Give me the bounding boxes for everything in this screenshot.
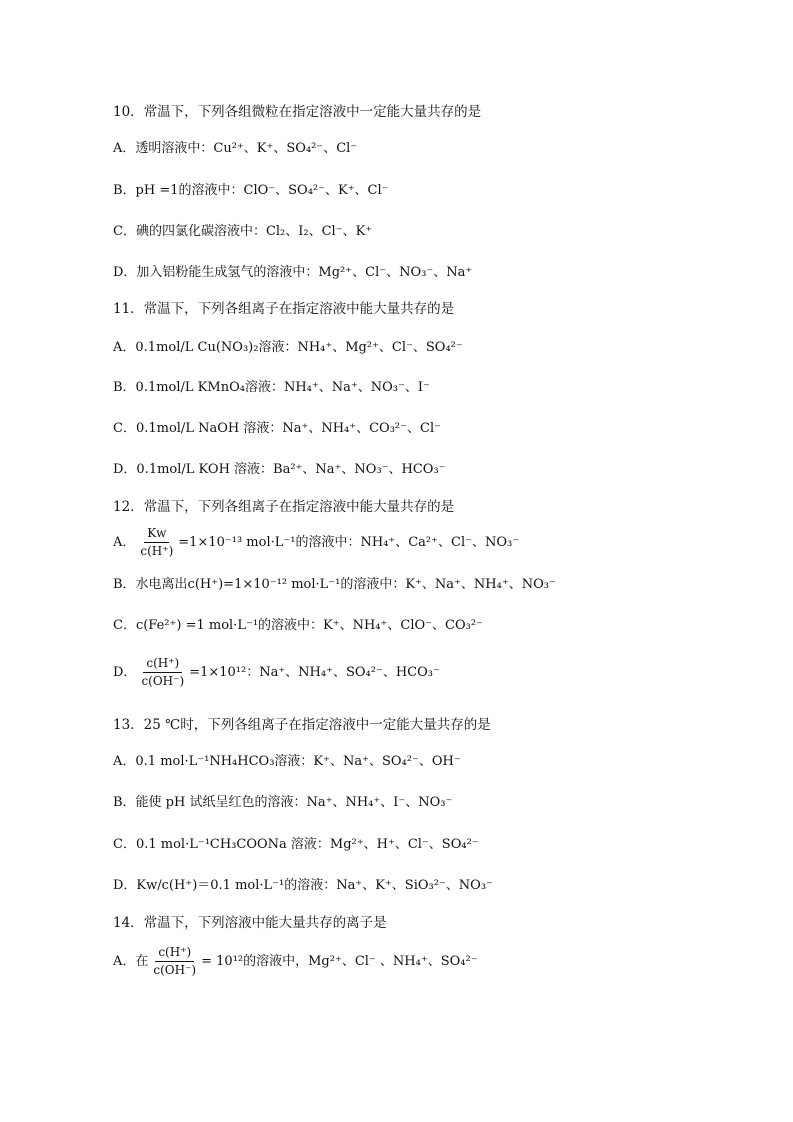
q12-option-c: C．c(Fe²⁺) =1 mol·L⁻¹的溶液中：K⁺、NH₄⁺、ClO⁻、CO₃²⁻ <box>113 618 483 633</box>
fraction-numerator: c(H⁺) <box>155 945 194 962</box>
q13-option-c: C．0.1 mol·L⁻¹CH₃COONa 溶液：Mg²⁺、H⁺、Cl⁻、SO₄²⁻ <box>113 837 479 852</box>
q13-option-d: D．Kw/c(H⁺)＝0.1 mol·L⁻¹的溶液：Na⁺、K⁺、SiO₃²⁻、NO₃⁻ <box>113 878 493 893</box>
fraction <box>137 526 176 559</box>
fraction-denominator: c(OH⁻) <box>141 674 185 688</box>
q10-option-d: D．加入铝粉能生成氢气的溶液中：Mg²⁺、Cl⁻、NO₃⁻、Na⁺ <box>113 265 473 280</box>
q14-stem: 14．常温下，下列溶液中能大量共存的离子是 <box>113 915 387 931</box>
q13-option-b: B．能使 pH 试纸呈红色的溶液：Na⁺、NH₄⁺、I⁻、NO₃⁻ <box>113 795 453 810</box>
q11-option-b: B．0.1mol/L KMnO₄溶液：NH₄⁺、Na⁺、NO₃⁻、I⁻ <box>113 380 430 395</box>
q11-option-d: D．0.1mol/L KOH 溶液：Ba²⁺、Na⁺、NO₃⁻、HCO₃⁻ <box>113 462 446 477</box>
q14-option-a <box>113 945 478 978</box>
q11-option-a: A．0.1mol/L Cu(NO₃)₂溶液：NH₄⁺、Mg²⁺、Cl⁻、SO₄²⁻ <box>113 340 463 355</box>
q12-option-b: B．水电离出c(H⁺)=1×10⁻¹² mol·L⁻¹的溶液中：K⁺、Na⁺、NH₄⁺、NO₃⁻ <box>113 577 556 592</box>
q10-option-c: C．碘的四氯化碳溶液中：Cl₂、I₂、Cl⁻、K⁺ <box>113 224 373 239</box>
q11-option-c: C．0.1mol/L NaOH 溶液：Na⁺、NH₄⁺、CO₃²⁻、Cl⁻ <box>113 421 441 436</box>
q12-option-d <box>113 656 440 689</box>
fraction <box>150 945 199 978</box>
option-letter: A． <box>113 535 136 550</box>
q11-stem: 11．常温下，下列各组离子在指定溶液中能大量共存的是 <box>113 301 455 317</box>
q13-stem: 13．25 ℃时，下列各组离子在指定溶液中一定能大量共存的是 <box>113 717 491 733</box>
fraction-denominator: c(H⁺) <box>140 544 174 558</box>
q13-option-a: A．0.1 mol·L⁻¹NH₄HCO₃溶液：K⁺、Na⁺、SO₄²⁻、OH⁻ <box>113 754 461 769</box>
fraction-numerator: c(H⁺) <box>143 656 182 673</box>
q12-option-a <box>113 526 519 559</box>
option-text: =1×10⁻¹³ mol·L⁻¹的溶液中：NH₄⁺、Ca²⁺、Cl⁻、NO₃⁻ <box>178 535 520 550</box>
option-letter: D． <box>113 665 137 680</box>
fraction-numerator: Kw <box>144 526 169 543</box>
option-text: = 10¹²的溶液中，Mg²⁺、Cl⁻ 、NH₄⁺、SO₄²⁻ <box>201 954 478 969</box>
option-text: =1×10¹²：Na⁺、NH₄⁺、SO₄²⁻、HCO₃⁻ <box>189 665 440 680</box>
fraction <box>138 656 187 689</box>
q10-option-b: B．pH =1的溶液中：ClO⁻、SO₄²⁻、K⁺、Cl⁻ <box>113 183 389 198</box>
fraction-denominator: c(OH⁻) <box>153 963 197 977</box>
option-prefix: A．在 <box>113 954 149 969</box>
q12-stem: 12．常温下，下列各组离子在指定溶液中能大量共存的是 <box>113 499 455 515</box>
q10-option-a: A．透明溶液中：Cu²⁺、K⁺、SO₄²⁻、Cl⁻ <box>113 141 358 156</box>
q10-stem: 10．常温下，下列各组微粒在指定溶液中一定能大量共存的是 <box>113 104 482 120</box>
